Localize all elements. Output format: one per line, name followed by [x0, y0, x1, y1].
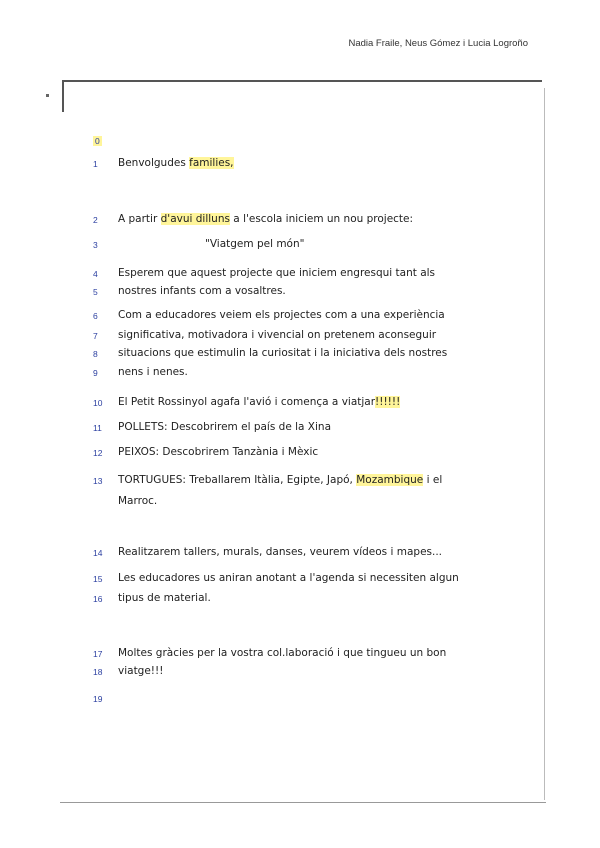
line-text [118, 157, 234, 169]
line-number: 5 [93, 287, 98, 297]
line-text [118, 285, 286, 297]
text-run: Com a educadores veiem els projectes com a una experiència [118, 309, 445, 321]
line-number: 12 [93, 448, 103, 458]
line-number: 16 [93, 594, 103, 604]
text-run: PEIXOS: Descobrirem Tanzània i Mèxic [118, 446, 319, 458]
highlighted-text: d'avui dilluns [160, 213, 230, 225]
line-text [118, 213, 413, 225]
text-run: Benvolgudes [118, 157, 190, 169]
text-run: tipus de material. [118, 592, 211, 604]
highlighted-text: !!!!!! [375, 396, 401, 408]
text-run: nens i nenes. [118, 366, 188, 378]
line-number: 10 [93, 398, 103, 408]
page-top-edge [62, 80, 542, 82]
line-text [118, 366, 188, 378]
line-text [118, 347, 447, 359]
line-text [118, 446, 318, 458]
line-text [118, 592, 211, 604]
line-text [118, 396, 400, 408]
text-run: i el [423, 474, 443, 486]
text-run: nostres infants com a vosaltres. [118, 285, 286, 297]
line-number: 2 [93, 215, 98, 225]
line-text [118, 546, 442, 558]
line-number: 1 [93, 159, 98, 169]
line-number: 11 [93, 423, 102, 433]
document-header-authors: Nadia Fraile, Neus Gómez i Lucia Logroño [348, 38, 528, 49]
line-number: 7 [93, 331, 98, 341]
text-run: situacions que estimulin la curiositat i la iniciativa dels nostres [118, 347, 448, 359]
text-run: a l'escola iniciem un nou projecte: [229, 213, 414, 225]
line-number: 9 [93, 368, 98, 378]
page-left-edge [62, 82, 64, 112]
line-number: 0 [95, 136, 100, 146]
text-run: viatge!!! [118, 665, 164, 677]
text-run: Realitzarem tallers, murals, danses, veurem vídeos i mapes... [118, 546, 443, 558]
text-run: TORTUGUES: Treballarem Itàlia, Egipte, Japó, [118, 474, 357, 486]
text-run: Moltes gràcies per la vostra col.laboració i que tingueu un bon [118, 647, 447, 659]
line-text [118, 495, 157, 507]
line-text [118, 474, 442, 486]
text-run: A partir [118, 213, 161, 225]
line-text [118, 267, 435, 279]
highlighted-text: families, [189, 157, 234, 169]
text-run: Marroc. [118, 495, 158, 507]
text-run: POLLETS: Descobrirem el país de la Xina [118, 421, 331, 433]
line-text [205, 238, 304, 250]
line-text [118, 647, 446, 659]
line-number: 15 [93, 574, 103, 584]
line-number: 19 [93, 694, 103, 704]
page-right-edge [544, 88, 545, 800]
line-number: 3 [93, 240, 98, 250]
line-text [118, 309, 445, 321]
scan-mark [46, 94, 49, 97]
line-text [118, 329, 436, 341]
text-run: Les educadores us aniran anotant a l'agenda si necessiten algun [118, 572, 459, 584]
text-run: El Petit Rossinyol agafa l'avió i comença a viatjar [118, 396, 376, 408]
line-number: 17 [93, 649, 103, 659]
line-number: 13 [93, 476, 103, 486]
line-text [118, 572, 459, 584]
line-number: 4 [93, 269, 98, 279]
line-number: 18 [93, 667, 103, 677]
page-bottom-edge [60, 802, 546, 803]
text-run: "Viatgem pel món" [205, 238, 305, 250]
text-run: significativa, motivadora i vivencial on pretenem aconseguir [118, 329, 437, 341]
line-number: 6 [93, 311, 98, 321]
line-text [118, 421, 331, 433]
line-text [118, 665, 163, 677]
highlighted-text: Mozambique [356, 474, 424, 486]
line-number: 14 [93, 548, 103, 558]
text-run: Esperem que aquest projecte que iniciem engresqui tant als [118, 267, 436, 279]
line-number: 8 [93, 349, 98, 359]
